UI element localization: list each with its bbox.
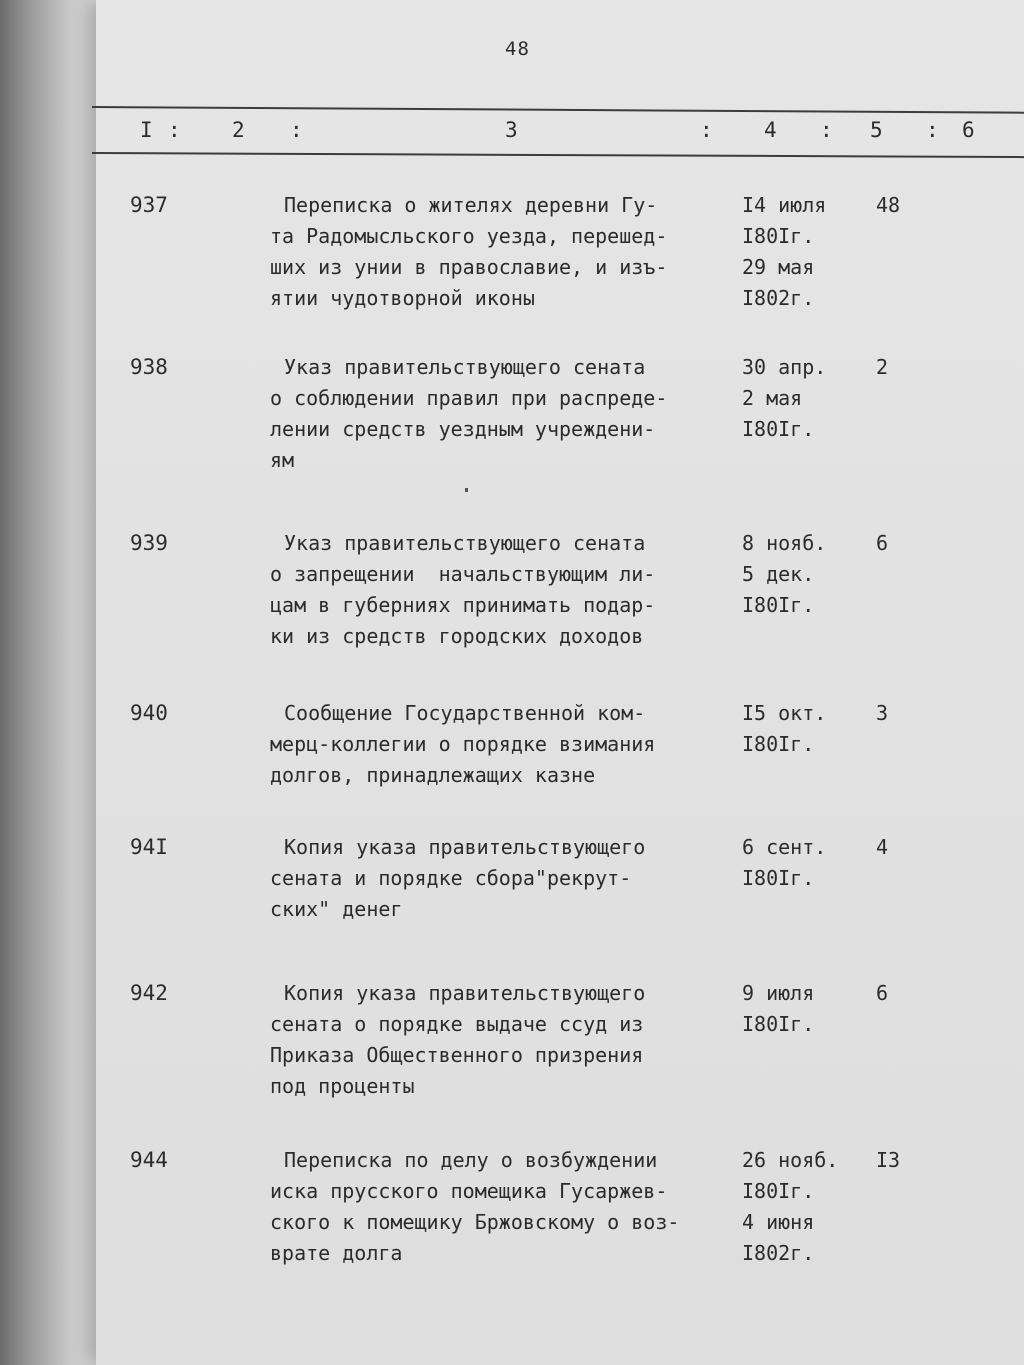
date-line: I80Iг. <box>742 593 815 617</box>
date-line: I80Iг. <box>742 1179 815 1203</box>
date-line: I802г. <box>742 1241 815 1265</box>
description-line: Переписка по делу о возбуждении <box>284 1148 658 1172</box>
entry-description <box>270 698 740 791</box>
description-line: цам в губерниях принимать подар- <box>270 593 656 617</box>
date-line: 26 нояб. <box>742 1148 839 1172</box>
date-line: 4 июня <box>742 1210 815 1234</box>
description-line: ятии чудотворной иконы <box>270 286 535 310</box>
entry-number: 942 <box>130 981 168 1005</box>
description-line: мерц-коллегии о порядке взимания <box>270 732 656 756</box>
entry-number: 944 <box>130 1148 168 1172</box>
description-line: Копия указа правительствующего <box>284 835 646 859</box>
entry-description <box>270 528 740 652</box>
date-line: I80Iг. <box>742 732 815 756</box>
entry-description <box>270 1145 740 1269</box>
date-line: I5 окт. <box>742 701 827 725</box>
page-number: 48 <box>505 38 530 60</box>
description-line: о соблюдении правил при распреде- <box>270 386 668 410</box>
entry-dates <box>742 832 852 894</box>
description-line: Приказа Общественного призрения <box>270 1043 644 1067</box>
description-line: ского к помещику Бржовскому о воз- <box>270 1210 680 1234</box>
entry-description <box>270 832 740 925</box>
entry-number: 940 <box>130 701 168 725</box>
description-line: сената и порядке сбора"рекрут- <box>270 866 632 890</box>
entry-description <box>270 978 740 1102</box>
description-line: Сообщение Государственной ком- <box>284 701 646 725</box>
column-separator: : <box>168 118 181 142</box>
column-header-5: 5 <box>870 118 883 142</box>
date-line: I4 июля <box>742 193 827 217</box>
description-line: та Радомысльского уезда, перешед- <box>270 224 668 248</box>
date-line: I80Iг. <box>742 1012 815 1036</box>
column-separator: : <box>820 118 833 142</box>
description-line: ских" денег <box>270 897 403 921</box>
column-separator: : <box>700 118 713 142</box>
date-line: 29 мая <box>742 255 815 279</box>
entry-dates <box>742 190 852 314</box>
entry-number: 939 <box>130 531 168 555</box>
description-line: ших из унии в православие, и изъ- <box>270 255 668 279</box>
entry-dates <box>742 1145 852 1269</box>
date-line: 30 апр. <box>742 355 827 379</box>
description-line: Копия указа правительствующего <box>284 981 646 1005</box>
entry-sheet-count: 3 <box>876 701 889 725</box>
date-line: I80Iг. <box>742 866 815 890</box>
column-header-1: I <box>140 118 153 142</box>
description-line: ки из средств городских доходов <box>270 624 644 648</box>
column-header-2: 2 <box>232 118 245 142</box>
date-line: 5 дек. <box>742 562 815 586</box>
entry-dates <box>742 698 852 760</box>
description-line: долгов, принадлежащих казне <box>270 763 596 787</box>
ink-speck <box>465 488 468 492</box>
entry-description <box>270 352 740 476</box>
description-line: Указ правительствующего сената <box>284 355 646 379</box>
description-line: лении средств уездным учреждени- <box>270 417 656 441</box>
entry-dates <box>742 978 852 1040</box>
column-separator: : <box>926 118 939 142</box>
entry-sheet-count: 6 <box>876 981 889 1005</box>
entry-sheet-count: 48 <box>876 193 901 217</box>
date-line: I80Iг. <box>742 417 815 441</box>
description-line: о запрещении начальствующим ли- <box>270 562 656 586</box>
entry-dates <box>742 352 852 445</box>
date-line: 8 нояб. <box>742 531 827 555</box>
entry-number: 938 <box>130 355 168 379</box>
description-line: Указ правительствующего сената <box>284 531 646 555</box>
column-header-4: 4 <box>764 118 777 142</box>
column-header-6: 6 <box>962 118 975 142</box>
description-line: Переписка о жителях деревни Гу- <box>284 193 658 217</box>
date-line: 2 мая <box>742 386 803 410</box>
date-line: 9 июля <box>742 981 815 1005</box>
column-separator: : <box>290 118 303 142</box>
entry-dates <box>742 528 852 621</box>
date-line: I80Iг. <box>742 224 815 248</box>
description-line: ям <box>270 448 295 472</box>
entry-sheet-count: 4 <box>876 835 889 859</box>
entry-number: 94I <box>130 835 168 859</box>
date-line: 6 сент. <box>742 835 827 859</box>
description-line: сената о порядке выдаче ссуд из <box>270 1012 644 1036</box>
date-line: I802г. <box>742 286 815 310</box>
description-line: врате долга <box>270 1241 403 1265</box>
entry-sheet-count: I3 <box>876 1148 901 1172</box>
entry-sheet-count: 2 <box>876 355 889 379</box>
description-line: иска прусского помещика Гусаржев- <box>270 1179 668 1203</box>
column-header-3: 3 <box>505 118 518 142</box>
entry-description <box>270 190 740 314</box>
description-line: под проценты <box>270 1074 415 1098</box>
entry-number: 937 <box>130 193 168 217</box>
entry-sheet-count: 6 <box>876 531 889 555</box>
